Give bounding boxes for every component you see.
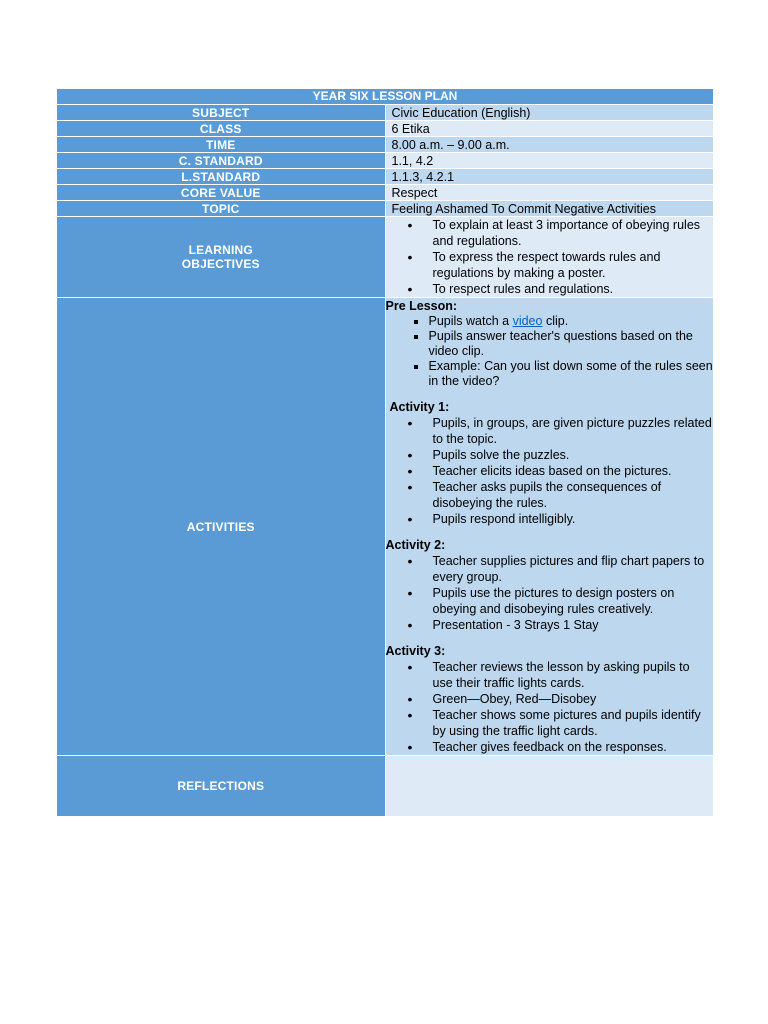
objectives-list: [386, 217, 714, 297]
activity3-heading: Activity 3:: [385, 644, 446, 658]
objectives-label-line1: LEARNING: [188, 243, 253, 257]
objective-item: • To explain at least 3 importance of obeying rules and regulations.: [386, 217, 714, 249]
content-standard-row: [57, 153, 714, 169]
content-standard-label: C. STANDARD: [57, 153, 386, 169]
pre-lesson-heading: Pre Lesson:: [385, 299, 458, 313]
activity3-list: [386, 659, 714, 755]
pre-lesson-list: [386, 314, 714, 389]
activity3-item: • Teacher reviews the lesson by asking pupils to use their traffic lights cards.: [386, 659, 714, 691]
core-value-label: CORE VALUE: [57, 185, 386, 201]
objectives-cell: [385, 217, 714, 298]
topic-row: [57, 201, 714, 217]
learning-standard-row: [57, 169, 714, 185]
activity2-heading: Activity 2:: [385, 538, 446, 552]
time-value: 8.00 a.m. – 9.00 a.m.: [385, 137, 714, 153]
activities-cell: [385, 298, 714, 756]
video-link[interactable]: video: [512, 314, 543, 328]
reflections-cell: [385, 756, 714, 817]
lesson-plan-title: YEAR SIX LESSON PLAN: [57, 89, 714, 105]
core-value-value: Respect: [385, 185, 714, 201]
pre-lesson-item-text: clip.: [542, 314, 569, 328]
topic-value: Feeling Ashamed To Commit Negative Activities: [385, 201, 714, 217]
objectives-label: [57, 217, 386, 298]
activity3-item: • Teacher shows some pictures and pupils identify by using the traffic light cards.: [386, 707, 714, 739]
subject-row: [57, 105, 714, 121]
activity1-item: • Pupils respond intelligibly.: [386, 511, 714, 527]
class-label: CLASS: [57, 121, 386, 137]
reflections-row: [57, 756, 714, 817]
class-value: 6 Etika: [385, 121, 714, 137]
activity3-item: • Green—Obey, Red—Disobey: [386, 691, 714, 707]
subject-label: SUBJECT: [57, 105, 386, 121]
lesson-plan-table: [56, 88, 714, 817]
activity2-item: • Pupils use the pictures to design posters on obeying and disobeying rules creatively.: [386, 585, 714, 617]
learning-standard-label: L.STANDARD: [57, 169, 386, 185]
learning-standard-value: 1.1.3, 4.2.1: [385, 169, 714, 185]
pre-lesson-item: Example: Can you list down some of the rules seen in the video?: [386, 359, 714, 389]
activity1-item: • Pupils solve the puzzles.: [386, 447, 714, 463]
activity2-item: • Presentation - 3 Strays 1 Stay: [386, 617, 714, 633]
objectives-row: [57, 217, 714, 298]
content-standard-value: 1.1, 4.2: [385, 153, 714, 169]
reflections-label: REFLECTIONS: [57, 756, 386, 817]
activity3-item: • Teacher gives feedback on the responses.: [386, 739, 714, 755]
activity2-list: [386, 553, 714, 633]
objective-item: • To express the respect towards rules and regulations by making a poster.: [386, 249, 714, 281]
core-value-row: [57, 185, 714, 201]
activity1-item: • Teacher elicits ideas based on the pictures.: [386, 463, 714, 479]
pre-lesson-item: [386, 314, 714, 329]
activities-row: [57, 298, 714, 756]
activity1-heading: Activity 1:: [389, 400, 450, 414]
class-row: [57, 121, 714, 137]
activities-label: ACTIVITIES: [57, 298, 386, 756]
pre-lesson-item: Pupils answer teacher's questions based on the video clip.: [386, 329, 714, 359]
activity1-list: [386, 415, 714, 527]
objectives-label-line2: OBJECTIVES: [181, 257, 260, 271]
time-label: TIME: [57, 137, 386, 153]
activity1-item: • Pupils, in groups, are given picture puzzles related to the topic.: [386, 415, 714, 447]
topic-label: TOPIC: [57, 201, 386, 217]
time-row: [57, 137, 714, 153]
pre-lesson-item-text: Pupils watch a: [428, 314, 513, 328]
activity2-item: • Teacher supplies pictures and flip chart papers to every group.: [386, 553, 714, 585]
title-row: [57, 89, 714, 105]
activity1-item: • Teacher asks pupils the consequences of disobeying the rules.: [386, 479, 714, 511]
objective-item: • To respect rules and regulations.: [386, 281, 714, 297]
subject-value: Civic Education (English): [385, 105, 714, 121]
